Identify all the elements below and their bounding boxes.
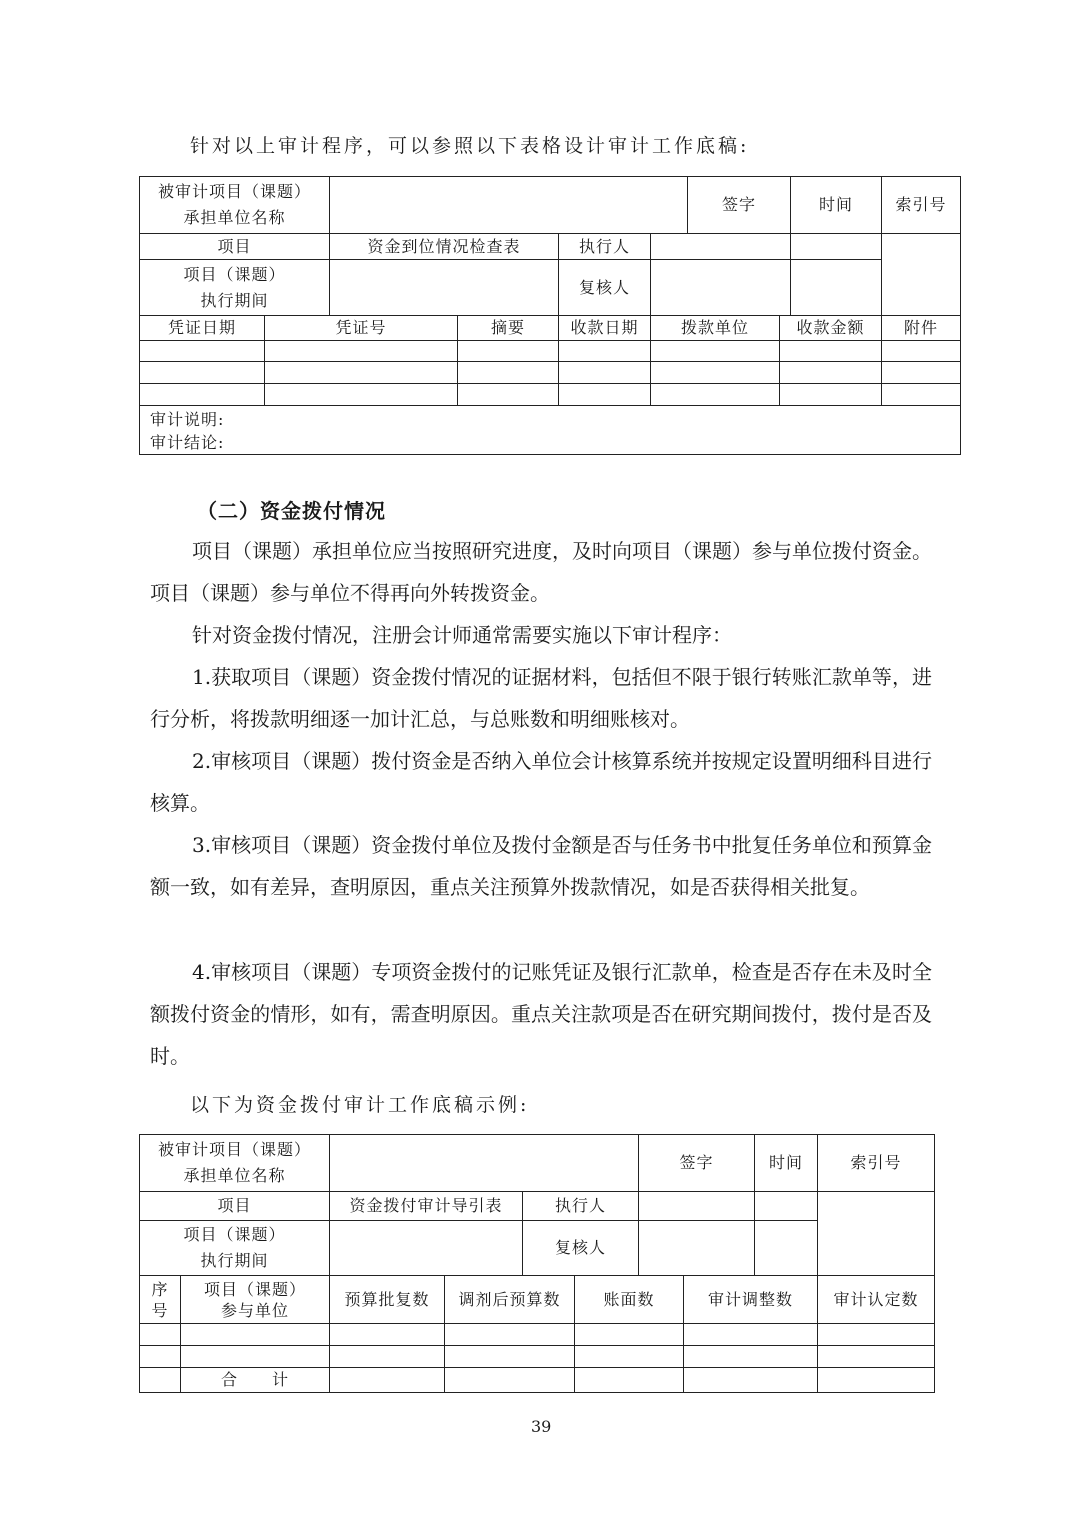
- item-value: 资金到位情况检查表: [330, 234, 559, 260]
- paragraph-4: 2.审核项目（课题）拨付资金是否纳入单位会计核算系统并按规定设置明细科目进行核算。: [150, 749, 932, 815]
- label-execution-period: 项目（课题） 执行期间: [140, 260, 330, 316]
- item-value-2: 资金拨付审计导引表: [330, 1192, 523, 1221]
- reviewer-sign[interactable]: [651, 260, 791, 316]
- col-book-amount: 账面数: [575, 1276, 684, 1324]
- label-item: 项目: [140, 234, 330, 260]
- label-item-2: 项目: [140, 1192, 330, 1221]
- label-reviewer: 复核人: [559, 260, 651, 316]
- reviewer-time[interactable]: [791, 260, 882, 316]
- paragraph-3: 1.获取项目（课题）资金拨付情况的证据材料，包括但不限于银行转账汇款单等，进行分析，将拨款明细逐一加计汇总，与总账数和明细账核对。: [150, 665, 932, 731]
- label-audited-project-2: 被审计项目（课题） 承担单位名称: [140, 1135, 330, 1192]
- index-value[interactable]: [882, 234, 961, 316]
- col-receipt-amount: 收款金额: [780, 316, 882, 341]
- label-execution-period-2: 项目（课题） 执行期间: [140, 1221, 330, 1276]
- col-summary: 摘要: [458, 316, 559, 341]
- table-row-total: [140, 1368, 935, 1393]
- label-sign-2: 签字: [639, 1135, 755, 1192]
- execution-period-value-2[interactable]: [330, 1221, 523, 1276]
- label-sign: 签字: [688, 177, 791, 234]
- executor-time[interactable]: [791, 234, 882, 260]
- col-budget-approved: 预算批复数: [330, 1276, 445, 1324]
- label-time-2: 时间: [755, 1135, 818, 1192]
- col-seq: 序 号: [140, 1276, 181, 1324]
- label-reviewer-2: 复核人: [523, 1221, 639, 1276]
- audit-note-label: 审计说明:: [150, 410, 225, 429]
- table-row: [140, 1346, 935, 1368]
- label-executor: 执行人: [559, 234, 651, 260]
- audit-conclusion-label: 审计结论:: [150, 433, 225, 452]
- total-label: 合 计: [181, 1368, 330, 1393]
- col-participating-unit: 项目（课题） 参与单位: [181, 1276, 330, 1324]
- label-time: 时间: [791, 177, 882, 234]
- col-audit-adjustment: 审计调整数: [684, 1276, 818, 1324]
- label-index: 索引号: [882, 177, 961, 234]
- audited-project-value[interactable]: [330, 177, 688, 234]
- paragraph-6: 4.审核项目（课题）专项资金拨付的记账凭证及银行汇款单，检查是否存在未及时全额拨付资金的情形，如有，需查明原因。重点关注款项是否在研究期间拨付，拨付是否及时。: [150, 960, 932, 1068]
- table-row: [140, 1324, 935, 1346]
- audit-notes: [140, 406, 961, 455]
- paragraph-5: 3.审核项目（课题）资金拨付单位及拨付金额是否与任务书中批复任务单位和预算金额一致，如有差异，查明原因，重点关注预算外拨款情况，如是否获得相关批复。: [150, 833, 932, 899]
- col-adjusted-budget: 调剂后预算数: [445, 1276, 575, 1324]
- table-row: [140, 341, 961, 362]
- reviewer-sign-2[interactable]: [639, 1221, 755, 1276]
- section-title: （二）资金拨付情况: [197, 499, 386, 523]
- page-number: 39: [531, 1417, 552, 1436]
- audit-workpaper-table-1: [139, 176, 961, 455]
- audit-workpaper-table-2: [139, 1134, 935, 1393]
- label-index-2: 索引号: [818, 1135, 935, 1192]
- col-funding-unit: 拨款单位: [651, 316, 780, 341]
- label-audited-project: 被审计项目（课题） 承担单位名称: [140, 177, 330, 234]
- label-executor-2: 执行人: [523, 1192, 639, 1221]
- executor-sign[interactable]: [651, 234, 791, 260]
- paragraph-2: 针对资金拨付情况，注册会计师通常需要实施以下审计程序：: [192, 623, 732, 647]
- col-voucher-no: 凭证号: [265, 316, 458, 341]
- table-row: [140, 362, 961, 384]
- col-attachment: 附件: [882, 316, 961, 341]
- audited-project-value-2[interactable]: [330, 1135, 639, 1192]
- col-voucher-date: 凭证日期: [140, 316, 265, 341]
- execution-period-value[interactable]: [330, 260, 559, 316]
- executor-time-2[interactable]: [755, 1192, 818, 1221]
- col-receipt-date: 收款日期: [559, 316, 651, 341]
- paragraph-1: 项目（课题）承担单位应当按照研究进度，及时向项目（课题）参与单位拨付资金。项目（课题）参与单位不得再向外转拨资金。: [150, 539, 932, 605]
- intro-text-2: 以下为资金拨付审计工作底稿示例:: [190, 1094, 530, 1116]
- table-row: [140, 384, 961, 406]
- index-value-2[interactable]: [818, 1192, 935, 1276]
- reviewer-time-2[interactable]: [755, 1221, 818, 1276]
- intro-text-1: 针对以上审计程序，可以参照以下表格设计审计工作底稿:: [190, 135, 750, 157]
- col-audit-confirmed: 审计认定数: [818, 1276, 935, 1324]
- executor-sign-2[interactable]: [639, 1192, 755, 1221]
